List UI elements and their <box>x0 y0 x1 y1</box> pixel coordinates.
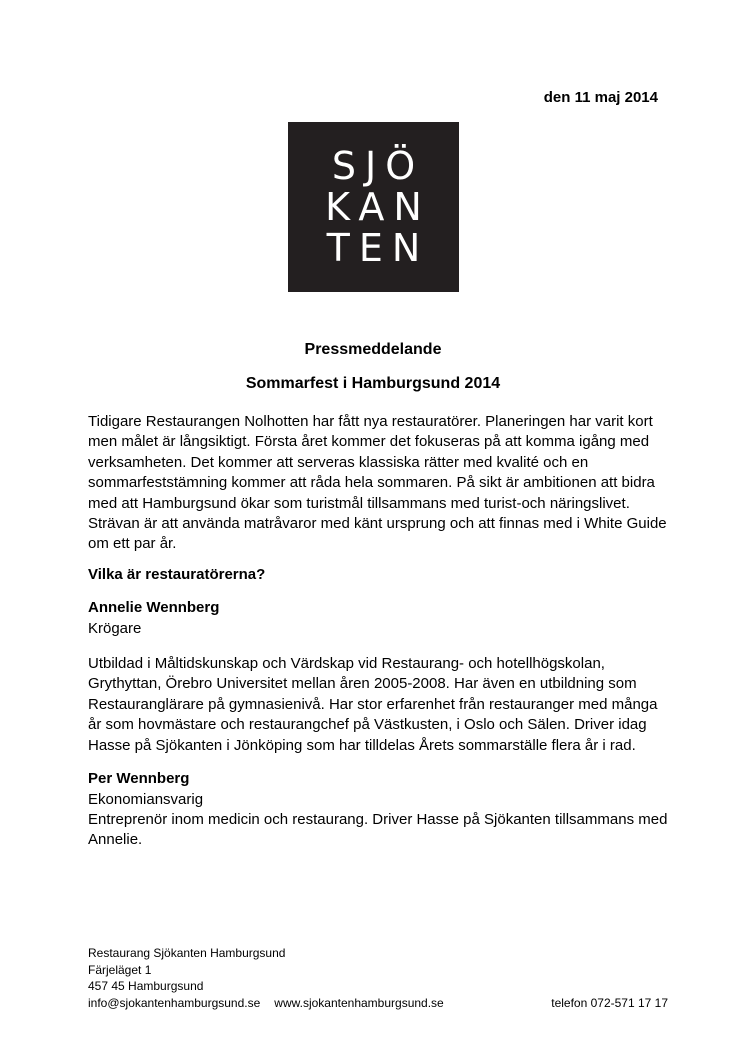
person1-name: Annelie Wennberg <box>88 599 220 617</box>
footer-postal: 457 45 Hamburgsund <box>88 979 204 993</box>
footer-contact-left <box>88 995 458 1012</box>
footer-website-link[interactable]: www.sjokantenhamburgsund.se <box>274 995 444 1010</box>
logo-text-row-2: KAN <box>325 184 431 229</box>
press-release-heading: Pressmeddelande <box>304 341 442 358</box>
press-release-title: Sommarfest i Hamburgsund 2014 <box>245 375 501 392</box>
document-date: den 11 maj 2014 <box>543 89 658 106</box>
footer-phone: telefon 072-571 17 17 <box>551 995 668 1010</box>
footer-email-link[interactable]: info@sjokantenhamburgsund.se <box>88 995 261 1010</box>
intro-paragraph: Tidigare Restaurangen Nolhotten har fått nya restauratörer. Planeringen har varit kort men målet är långsiktigt. Första året kommer det fokuseras på att komma igång med verksamheten. Det kommer att serveras klassiska rätter med kvalité och en sommarfeststämning kommer att råda hela sommaren. På sikt är ambitionen att bidra med att Hamburgsund ökar som turistmål tillsammans med turist-och näringslivet. Strävan är att använda matråvaror med känt ursprung och att finnas med i White Guide om ett par år. <box>88 413 667 553</box>
sjokanten-logo <box>288 122 459 292</box>
document-body <box>88 412 668 851</box>
footer-contact-row <box>88 995 668 1012</box>
footer-company: Restaurang Sjökanten Hamburgsund <box>88 946 286 960</box>
section-question: Vilka är restauratörerna? <box>88 565 266 583</box>
person1-bio: Utbildad i Måltidskunskap och Värdskap vid Restaurang- och hotellhögskolan, Grythyttan, Örebro Universitet mellan åren 2005-2008. Har även en utbildning som Restauranglärare på gymnasienivå. Har stor erfarenhet från restauranger med många år som hovmästare och restaurangchef på Västkusten, i Oslo och Sälen. Driver idag Hasse på Sjökanten i Jönköping som har tilldelas Årets sommarställe flera år i rad. <box>88 655 658 754</box>
person2-bio: Entreprenör inom medicin och restaurang. Driver Hasse på Sjökanten tillsammans med Annelie. <box>88 810 668 849</box>
person1-role: Krögare <box>88 619 142 637</box>
person2-name: Per Wennberg <box>88 770 190 788</box>
person2-role: Ekonomiansvarig <box>88 790 204 808</box>
logo-text-row-1: SJÖ <box>331 143 425 188</box>
logo-text-row-3: TEN <box>326 225 430 270</box>
footer <box>88 945 668 1011</box>
footer-street: Färjeläget 1 <box>88 962 152 977</box>
